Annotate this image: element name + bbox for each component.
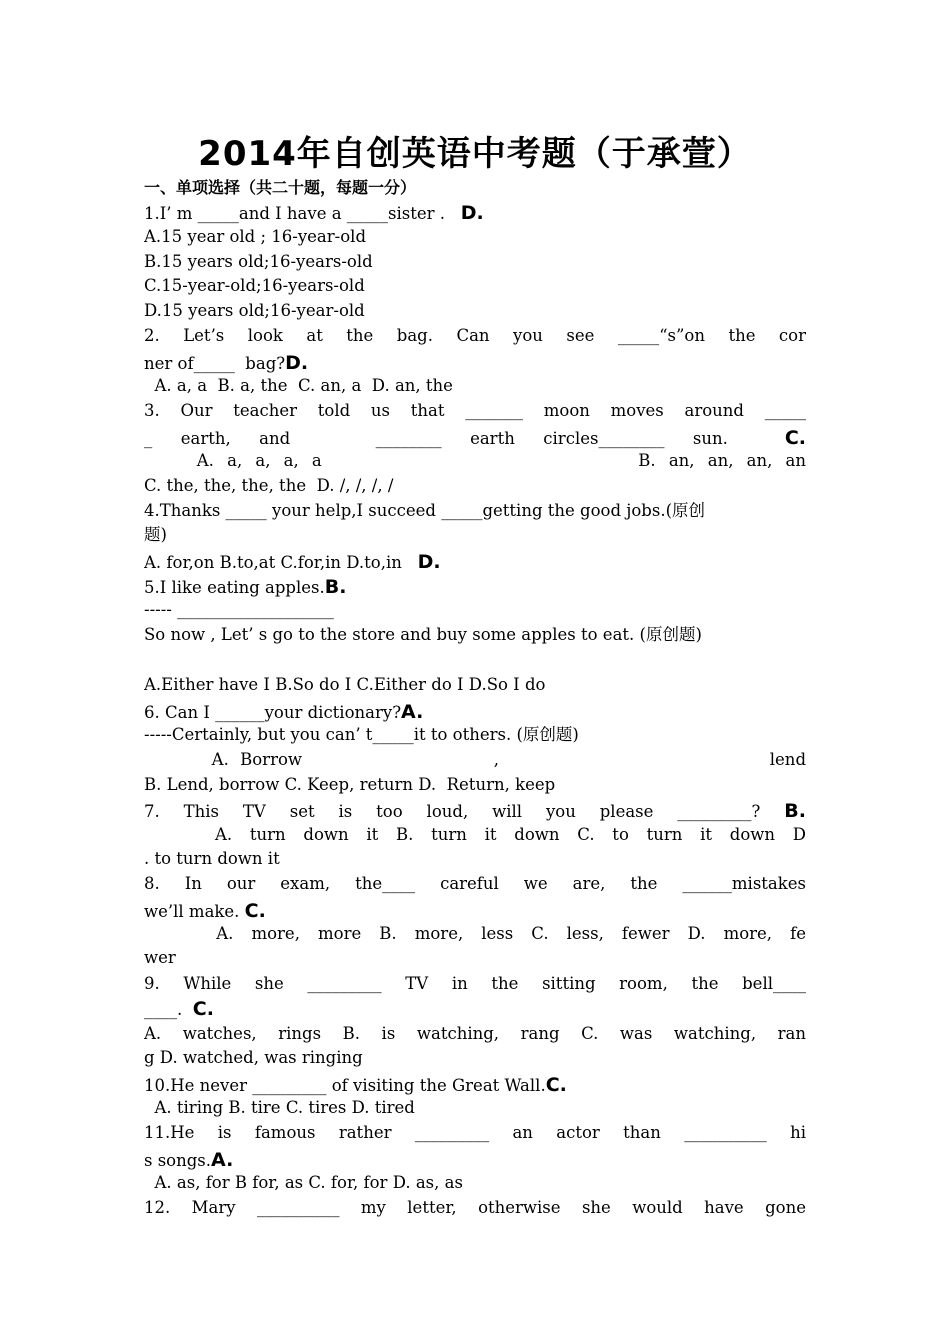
text-line (144, 449, 806, 473)
line-text: 6. Can I ______your dictionary? (144, 703, 402, 722)
section-heading: 一、单项选择（共二十题，每题一分） (144, 178, 417, 197)
text-line (144, 623, 806, 647)
line-text: A. for,on B.to,at C.for,in D.to,in (144, 553, 418, 572)
text-line (144, 1073, 806, 1097)
text-line (144, 201, 806, 225)
line-text: ----- ___________________ (144, 600, 334, 619)
page-title: 2014年自创英语中考题（于承萱） (198, 134, 752, 174)
text-line (144, 374, 806, 398)
line-text: s songs. (144, 1151, 212, 1170)
text-line (144, 1046, 806, 1070)
line-text: ____. (144, 1000, 193, 1019)
text-line (144, 225, 806, 249)
text-line (144, 426, 806, 450)
text-line (144, 723, 806, 747)
text-line (144, 1196, 806, 1220)
line-text: 2. Let’s look at the bag. Can you see _____“s”on the cor (144, 326, 806, 345)
line-text: -----Certainly, but you can’ t_____it to others. (原创题) (144, 725, 579, 744)
text-line (144, 847, 806, 871)
text-line (144, 823, 806, 847)
line-text: A. a, a B. a, the C. an, a D. an, the (144, 376, 453, 395)
line-text: 11.He is famous rather _________ an actor than __________ hi (144, 1123, 806, 1142)
line-text: A. as, for B for, as C. for, for D. as, as (144, 1173, 463, 1192)
text-line (144, 700, 806, 724)
text-line (144, 922, 806, 946)
answer-key: A. (401, 701, 424, 723)
text-line (144, 748, 806, 772)
answer-key: B. (324, 576, 347, 598)
line-text: A. Borrow , lend (144, 750, 806, 769)
text-line (144, 673, 806, 697)
text-line (144, 598, 806, 622)
line-text: C. the, the, the, the D. /, /, /, / (144, 476, 394, 495)
text-line (144, 972, 806, 996)
line-text: . to turn down it (144, 849, 280, 868)
line-text: 10.He never _________ of visiting the Great Wall. (144, 1076, 546, 1095)
text-line (144, 523, 806, 547)
text-line (144, 946, 806, 970)
answer-key: D. (417, 551, 441, 573)
text-line (144, 274, 806, 298)
text-line (144, 773, 806, 797)
text-line (144, 799, 806, 823)
line-text: 9. While she _________ TV in the sitting room, the bell____ (144, 974, 806, 993)
line-text: A.Either have I B.So do I C.Either do I D.So I do (144, 675, 546, 694)
line-text: A. watches, rings B. is watching, rang C. was watching, ran (144, 1024, 806, 1043)
line-text: B. Lend, borrow C. Keep, return D. Return, keep (144, 775, 556, 794)
line-text: 3. Our teacher told us that _______ moon moves around _____ (144, 401, 806, 420)
line-text: 5.I like eating apples. (144, 578, 325, 597)
text-line (144, 997, 806, 1021)
text-line (144, 351, 806, 375)
answer-key: C. (545, 1074, 567, 1096)
text-line (144, 575, 806, 599)
line-text: 7. This TV set is too loud, will you please _________? (144, 802, 785, 821)
answer-key: C. (244, 900, 266, 922)
text-line (144, 399, 806, 423)
text-line (144, 550, 806, 574)
answer-key: C. (192, 998, 214, 1020)
answer-key: D. (460, 202, 484, 224)
line-text: ner of_____ bag? (144, 354, 286, 373)
text-line (144, 872, 806, 896)
line-text: A. turn down it B. turn it down C. to turn it down D (144, 825, 806, 844)
text-line (144, 1148, 806, 1172)
line-text: A. tiring B. tire C. tires D. tired (144, 1098, 415, 1117)
answer-key: B. (784, 800, 806, 822)
text-line (144, 474, 806, 498)
line-text: So now , Let’ s go to the store and buy some apples to eat. (原创题) (144, 625, 702, 644)
answer-key: A. (211, 1149, 234, 1171)
line-text: A. more, more B. more, less C. less, fewer D. more, fe (144, 924, 806, 943)
line-text: A.15 year old ; 16-year-old (144, 227, 367, 246)
line-text: 题) (144, 525, 167, 544)
answer-key: D. (285, 352, 309, 374)
line-text: g D. watched, was ringing (144, 1048, 363, 1067)
text-line (144, 324, 806, 348)
line-text: 4.Thanks _____ your help,I succeed _____getting the good jobs.(原创 (144, 501, 706, 520)
text-line (144, 1171, 806, 1195)
line-text: 1.I’ m _____and I have a _____sister . (144, 204, 461, 223)
text-line (144, 250, 806, 274)
line-text: 8. In our exam, the____ careful we are, the ______mistakes (144, 874, 806, 893)
text-line (144, 1121, 806, 1145)
line-text: D.15 years old;16-year-old (144, 301, 365, 320)
line-text: 12. Mary __________ my letter, otherwise she would have gone (144, 1198, 806, 1217)
line-text: A. a, a, a, a B. an, an, an, an (144, 451, 806, 470)
answer-key: C. (784, 427, 806, 449)
text-line (144, 1022, 806, 1046)
text-line (144, 899, 806, 923)
text-line (144, 299, 806, 323)
line-text: wer (144, 948, 176, 967)
text-line (144, 1096, 806, 1120)
line-text: B.15 years old;16-years-old (144, 252, 373, 271)
text-line (144, 499, 806, 523)
line-text: _ earth, and ________ earth circles________ sun. (144, 429, 785, 448)
line-text: C.15-year-old;16-years-old (144, 276, 365, 295)
line-text: we’ll make. (144, 902, 245, 921)
